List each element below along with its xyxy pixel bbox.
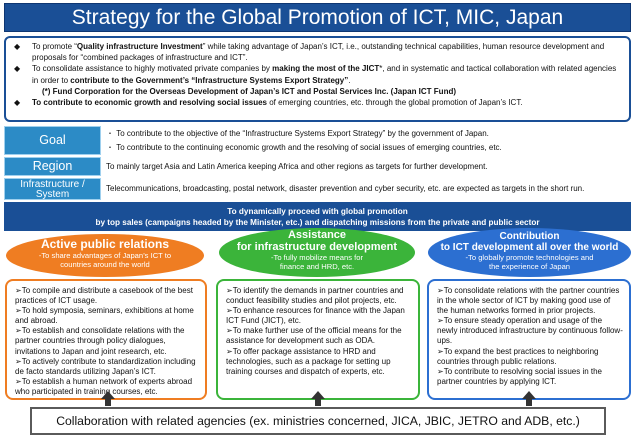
- banner-line-1: To dynamically proceed with global promotion: [227, 207, 408, 216]
- region-text: To mainly target Asia and Latin America keeping Africa and other regions as targets for further development.: [106, 162, 488, 171]
- goal-item-2: ・ To contribute to the continuing economic growth and the resolving of social issues of emerging countries, etc.: [106, 143, 502, 152]
- objective-text-1b: Quality infrastructure Investment: [76, 42, 203, 51]
- pillar-ict-development-header: Contribution to ICT development all over the world -To globally promote technologies and the experience of Japan: [428, 228, 631, 277]
- diamond-bullet-icon: ◆: [14, 42, 21, 51]
- objective-footnote: (*) Fund Corporation for the Overseas Development of Japan’s ICT and Postal Services Inc. (Japan ICT Fund): [42, 86, 456, 96]
- up-arrow-icon: [522, 391, 536, 406]
- list-item: ➢To contribute to resolving social issues in the partner countries by applying ICT.: [437, 366, 603, 386]
- list-item: ➢To identify the demands in partner countries and conduct feasibility studies and pilot projects, etc.: [226, 286, 404, 306]
- list-item: ➢To expand the best practices to neighboring countries through public relations.: [437, 346, 599, 366]
- dot-bullet-icon: ・: [106, 129, 114, 138]
- list-item: ➢To actively contribute to standardization including de facto standards utilizing Japan’s ICT.: [15, 356, 196, 376]
- promotion-banner: [4, 202, 631, 231]
- list-item: ➢To make further use of the official means for the assistance for development such as ODA.: [226, 326, 402, 346]
- region-label: Region: [4, 157, 101, 176]
- collaboration-footer: Collaboration with related agencies (ex. ministries concerned, JICA, JBIC, JETRO and ADB, etc.): [30, 407, 606, 435]
- pillar-public-relations-header: Active public relations -To share advantages of Japan’s ICT to countries around the world: [6, 234, 204, 277]
- list-item: ➢To offer package assistance to HRD and technologies, such as a package for setting up training courses and dispatch of experts, etc.: [226, 346, 391, 376]
- objective-item-2: ◆ To consolidate assistance to highly motivated private companies by making the most of the JICT*, and in systematic and tactical collaboration with related agencies in order to contribute to the Government’s “Infrastructure Systems Export Strategy”.: [14, 64, 617, 85]
- diamond-bullet-icon: ◆: [14, 64, 21, 74]
- up-arrow-icon: [311, 391, 325, 406]
- objectives-box: [4, 36, 631, 122]
- page-title: Strategy for the Global Promotion of ICT, MIC, Japan: [4, 3, 631, 32]
- objective-text-1a: To promote “: [32, 42, 77, 51]
- list-item: ➢To ensure steady operation and usage of the newly introduced infrastructure by continuous follow-ups.: [437, 316, 623, 346]
- objective-item-1: [12, 41, 623, 63]
- diamond-bullet-icon: ◆: [14, 98, 21, 108]
- goal-text: [106, 128, 631, 153]
- objective-item-3: ◆ To contribute to economic growth and resolving social issues of emerging countries, etc. through the global promotion of Japan’s ICT.: [14, 98, 523, 108]
- up-arrow-icon: [101, 391, 115, 406]
- list-item: ➢To enhance resources for finance with the Japan ICT Fund (JICT), etc.: [226, 306, 405, 326]
- pillar-ict-development-list: [427, 279, 631, 400]
- pillar-public-relations-list: [5, 279, 207, 400]
- banner-line-2: by top sales (campaigns headed by the Minister, etc.) and dispatching missions from the private and public sector: [95, 218, 540, 227]
- list-item: ➢To establish a human network of experts abroad who participated in training courses, etc.: [15, 376, 193, 396]
- pillar-infrastructure-header: Assistance for infrastructure development -To fully mobilize means for finance and HRD, etc.: [219, 228, 415, 277]
- dot-bullet-icon: ・: [106, 143, 114, 152]
- goal-label: Goal: [4, 126, 101, 155]
- list-item: ➢To consolidate relations with the partner countries in the whole sector of ICT by making good use of the human networks formed in prior projects.: [437, 286, 620, 316]
- list-item: ➢To hold symposia, seminars, exhibitions at home and abroad.: [15, 306, 194, 326]
- goal-item-1: ・ To contribute to the objective of the “Infrastructure Systems Export Strategy” by the government of Japan.: [106, 129, 489, 138]
- list-item: ➢To compile and distribute a casebook of the best practices of ICT usage.: [15, 286, 193, 306]
- infrastructure-label: Infrastructure / System: [4, 178, 101, 200]
- list-item: ➢To establish and consolidate relations with the partner countries through policy dialogues, invitations to Japan and joint research, etc.: [15, 326, 185, 356]
- objective-text-1c: ” while taking advantage of Japan’s ICT, i.e., outstanding technical capabilities, human resource development and proposals for “combined packages of infrastructure and ICT”.: [32, 42, 605, 63]
- infrastructure-text: Telecommunications, broadcasting, postal network, disaster prevention and cyber security, etc. are expected as targets in the short run.: [106, 184, 585, 193]
- pillar-infrastructure-list: [216, 279, 420, 400]
